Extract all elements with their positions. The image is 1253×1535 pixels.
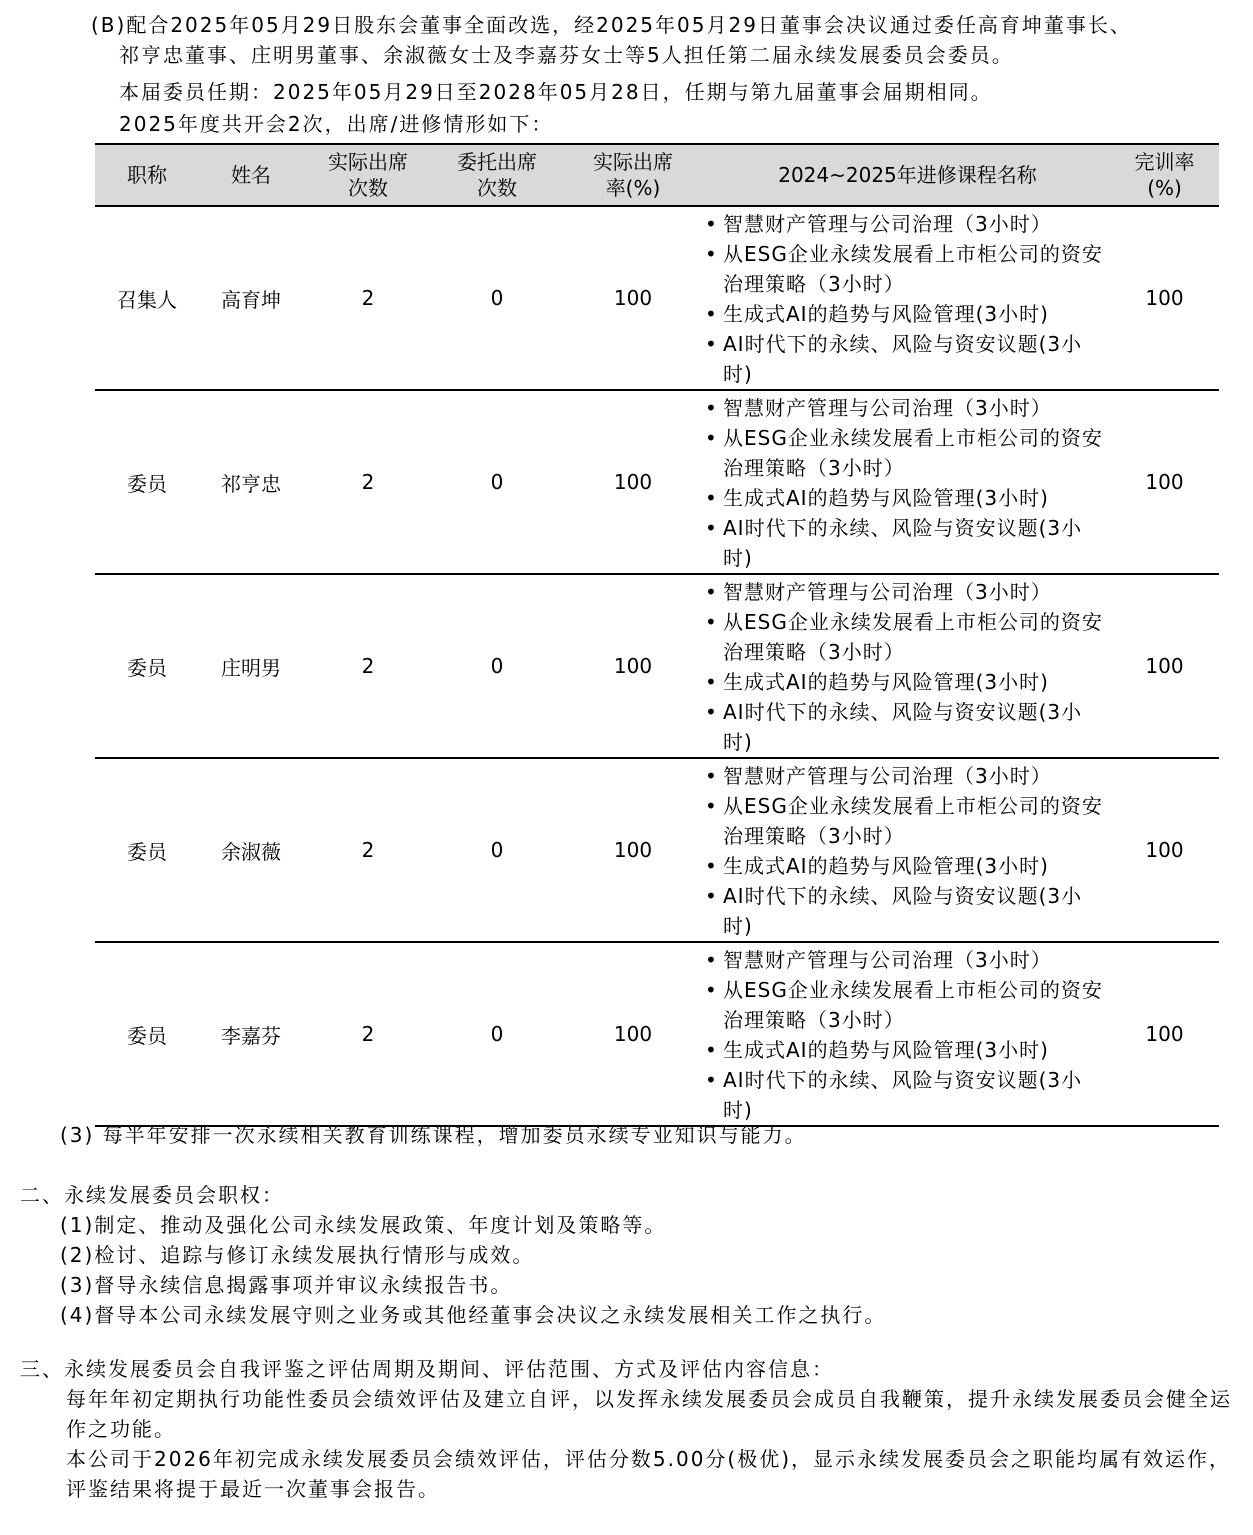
header-name: 姓名 [199, 144, 303, 206]
table-row [95, 758, 1219, 942]
training-rate-cell: 100 [1110, 390, 1219, 574]
bullet-icon: • [705, 426, 718, 450]
section-2-item-2: (2)检讨、追踪与修订永续发展执行情形与成效。 [60, 1243, 535, 1267]
bullet-icon: • [705, 396, 718, 420]
course-text: AI时代下的永续、风险与资安议题(3小时) [723, 884, 1083, 938]
bullet-icon: • [705, 978, 718, 1002]
course-text: 生成式AI的趋势与风险管理(3小时) [723, 670, 1049, 694]
bullet-icon: • [705, 1038, 718, 1062]
attendance-table [95, 143, 1219, 1127]
attend-count-cell: 2 [303, 574, 433, 758]
course-item [705, 393, 1110, 423]
title-cell: 委员 [95, 574, 199, 758]
course-item [705, 299, 1110, 329]
course-item [705, 329, 1110, 389]
course-item [705, 851, 1110, 881]
course-text: 生成式AI的趋势与风险管理(3小时) [723, 302, 1049, 326]
course-item [705, 791, 1110, 851]
bullet-icon: • [705, 854, 718, 878]
bullet-icon: • [705, 610, 718, 634]
course-text: AI时代下的永续、风险与资安议题(3小时) [723, 332, 1083, 386]
course-text: 智慧财产管理与公司治理（3小时） [723, 764, 1052, 788]
name-cell: 余淑薇 [199, 758, 303, 942]
course-text: 智慧财产管理与公司治理（3小时） [723, 580, 1052, 604]
bullet-icon: • [705, 580, 718, 604]
courses-cell [705, 574, 1110, 758]
course-item [705, 577, 1110, 607]
intro-line-4: 2025年度共开会2次，出席/进修情形如下： [119, 112, 554, 136]
header-courses: 2024~2025年进修课程名称 [705, 144, 1110, 206]
name-cell: 庄明男 [199, 574, 303, 758]
course-text: 智慧财产管理与公司治理（3小时） [723, 948, 1052, 972]
courses-cell [705, 942, 1110, 1126]
section-2-item-4: (4)督导本公司永续发展守则之业务或其他经董事会决议之永续发展相关工作之执行。 [60, 1303, 887, 1327]
course-item [705, 239, 1110, 299]
course-text: 智慧财产管理与公司治理（3小时） [723, 396, 1052, 420]
table-row [95, 390, 1219, 574]
bullet-icon: • [705, 700, 718, 724]
attend-rate-cell: 100 [561, 758, 705, 942]
course-text: 从ESG企业永续发展看上市柜公司的资安治理策略（3小时） [723, 426, 1103, 480]
course-text: 生成式AI的趋势与风险管理(3小时) [723, 486, 1049, 510]
bullet-icon: • [705, 1068, 718, 1092]
bullet-icon: • [705, 884, 718, 908]
attend-rate-cell: 100 [561, 574, 705, 758]
section-2-heading: 二、永续发展委员会职权： [20, 1183, 284, 1207]
courses-cell [705, 758, 1110, 942]
training-rate-cell: 100 [1110, 942, 1219, 1126]
course-item [705, 1065, 1110, 1125]
table-header-row [95, 144, 1219, 206]
intro-line-1: (B)配合2025年05月29日股东会董事全面改选，经2025年05月29日董事会决议通过委任高育坤董事长、 [91, 13, 1132, 37]
course-item [705, 667, 1110, 697]
course-text: 生成式AI的趋势与风险管理(3小时) [723, 854, 1049, 878]
title-cell: 召集人 [95, 206, 199, 390]
bullet-icon: • [705, 486, 718, 510]
name-cell: 李嘉芬 [199, 942, 303, 1126]
note-3: (3) 每半年安排一次永续相关教育训练课程，增加委员永续专业知识与能力。 [60, 1123, 807, 1147]
course-item [705, 1035, 1110, 1065]
course-item [705, 697, 1110, 757]
bullet-icon: • [705, 332, 718, 356]
course-text: AI时代下的永续、风险与资安议题(3小时) [723, 1068, 1083, 1122]
title-cell: 委员 [95, 390, 199, 574]
table-row [95, 942, 1219, 1126]
training-rate-cell: 100 [1110, 758, 1219, 942]
course-text: 从ESG企业永续发展看上市柜公司的资安治理策略（3小时） [723, 242, 1103, 296]
title-cell: 委员 [95, 942, 199, 1126]
course-text: 从ESG企业永续发展看上市柜公司的资安治理策略（3小时） [723, 794, 1103, 848]
attend-rate-cell: 100 [561, 390, 705, 574]
course-text: 生成式AI的趋势与风险管理(3小时) [723, 1038, 1049, 1062]
attend-count-cell: 2 [303, 942, 433, 1126]
course-item [705, 607, 1110, 667]
table-row [95, 206, 1219, 390]
course-item [705, 881, 1110, 941]
course-text: 从ESG企业永续发展看上市柜公司的资安治理策略（3小时） [723, 978, 1103, 1032]
intro-line-3: 本届委员任期：2025年05月29日至2028年05月28日，任期与第九届董事会届期相同。 [119, 80, 993, 104]
course-item [705, 209, 1110, 239]
proxy-count-cell: 0 [433, 758, 561, 942]
bullet-icon: • [705, 516, 718, 540]
bullet-icon: • [705, 764, 718, 788]
bullet-icon: • [705, 302, 718, 326]
title-cell: 委员 [95, 758, 199, 942]
section-2-item-3: (3)督导永续信息揭露事项并审议永续报告书。 [60, 1273, 513, 1297]
proxy-count-cell: 0 [433, 574, 561, 758]
bullet-icon: • [705, 670, 718, 694]
courses-cell [705, 390, 1110, 574]
course-item [705, 945, 1110, 975]
training-rate-cell: 100 [1110, 574, 1219, 758]
table-row [95, 574, 1219, 758]
training-rate-cell: 100 [1110, 206, 1219, 390]
name-cell: 祁亨忠 [199, 390, 303, 574]
course-item [705, 761, 1110, 791]
attend-count-cell: 2 [303, 758, 433, 942]
proxy-count-cell: 0 [433, 942, 561, 1126]
course-item [705, 483, 1110, 513]
attend-count-cell: 2 [303, 390, 433, 574]
bullet-icon: • [705, 212, 718, 236]
course-text: 从ESG企业永续发展看上市柜公司的资安治理策略（3小时） [723, 610, 1103, 664]
header-training-rate: 完训率 (%) [1110, 144, 1219, 206]
name-cell: 高育坤 [199, 206, 303, 390]
section-3-paragraph-1: 每年年初定期执行功能性委员会绩效评估及建立自评，以发挥永续发展委员会成员自我鞭策，提升永续发展委员会健全运作之功能。 [66, 1387, 1232, 1441]
header-proxy-count: 委托出席 次数 [433, 144, 561, 206]
courses-cell [705, 206, 1110, 390]
course-item [705, 513, 1110, 573]
section-3-heading: 三、永续发展委员会自我评鉴之评估周期及期间、评估范围、方式及评估内容信息： [20, 1357, 834, 1381]
attend-rate-cell: 100 [561, 206, 705, 390]
header-attend-rate: 实际出席 率(%) [561, 144, 705, 206]
attend-count-cell: 2 [303, 206, 433, 390]
proxy-count-cell: 0 [433, 206, 561, 390]
course-text: 智慧财产管理与公司治理（3小时） [723, 212, 1052, 236]
attend-rate-cell: 100 [561, 942, 705, 1126]
header-attend-count: 实际出席 次数 [303, 144, 433, 206]
course-text: AI时代下的永续、风险与资安议题(3小时) [723, 700, 1083, 754]
course-item [705, 423, 1110, 483]
bullet-icon: • [705, 948, 718, 972]
header-title: 职称 [95, 144, 199, 206]
course-text: AI时代下的永续、风险与资安议题(3小时) [723, 516, 1083, 570]
proxy-count-cell: 0 [433, 390, 561, 574]
section-2-item-1: (1)制定、推动及强化公司永续发展政策、年度计划及策略等。 [60, 1213, 667, 1237]
bullet-icon: • [705, 794, 718, 818]
bullet-icon: • [705, 242, 718, 266]
course-item [705, 975, 1110, 1035]
intro-line-2: 祁亨忠董事、庄明男董事、余淑薇女士及李嘉芬女士等5人担任第二届永续发展委员会委员。 [119, 43, 1014, 67]
section-3-paragraph-2: 本公司于2026年初完成永续发展委员会绩效评估，评估分数5.00分(极优)，显示永续发展委员会之职能均属有效运作，评鉴结果将提于最近一次董事会报告。 [66, 1447, 1232, 1501]
